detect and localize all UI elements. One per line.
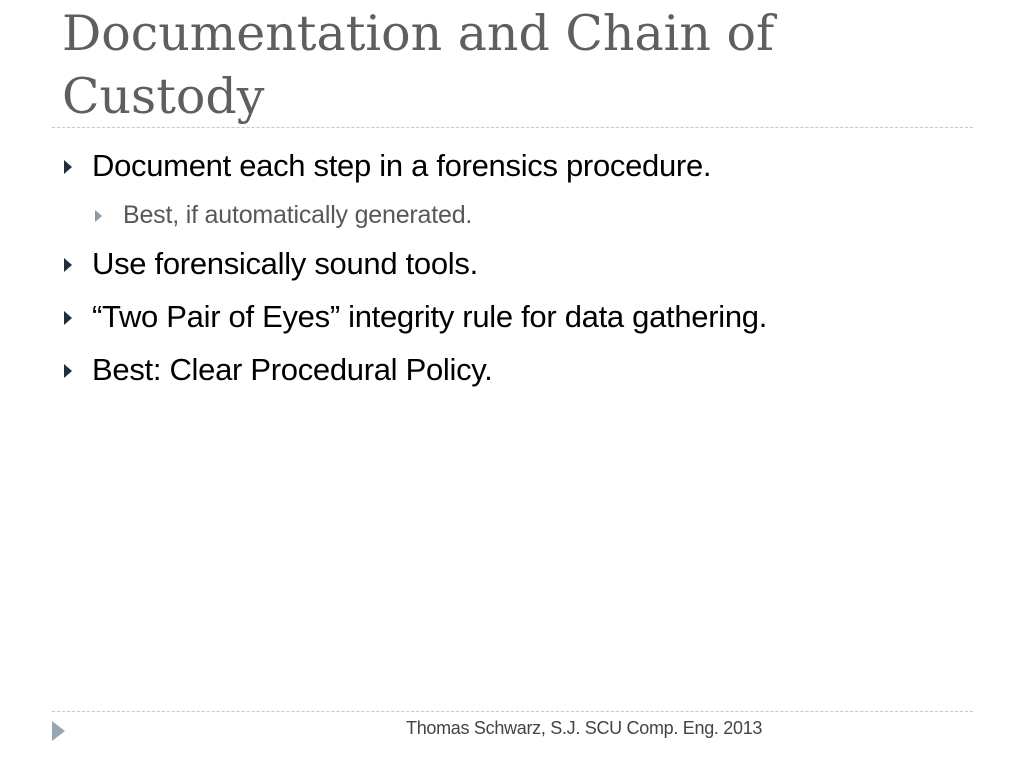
sub-bullet-item [93, 193, 962, 238]
slide-title-line-2: Custody [62, 68, 265, 125]
bullet-arrow-icon [64, 311, 72, 325]
bullet-list [62, 140, 962, 397]
bullet-arrow-icon [64, 364, 72, 378]
bullet-arrow-icon [64, 258, 72, 272]
sub-bullet-arrow-icon [95, 210, 102, 222]
bullet-text: Best: Clear Procedural Policy. [92, 352, 493, 387]
bullet-text: Use forensically sound tools. [92, 246, 478, 281]
footer-arrow-icon [52, 721, 65, 741]
footer-divider [52, 711, 973, 712]
bullet-arrow-icon [64, 160, 72, 174]
sub-bullet-text: Best, if automatically generated. [123, 201, 473, 229]
bullet-item [62, 291, 962, 344]
bullet-text: Document each step in a forensics procedure. [92, 148, 712, 183]
slide-title-line-1: Documentation and Chain of [62, 5, 775, 62]
footer-text: Thomas Schwarz, S.J. SCU Comp. Eng. 2013 [406, 718, 763, 738]
slide-title [62, 2, 962, 128]
bullet-item [62, 344, 962, 397]
bullet-item [62, 140, 962, 193]
title-divider [52, 127, 973, 128]
bullet-item [62, 238, 962, 291]
bullet-text: “Two Pair of Eyes” integrity rule for data gathering. [92, 299, 768, 334]
